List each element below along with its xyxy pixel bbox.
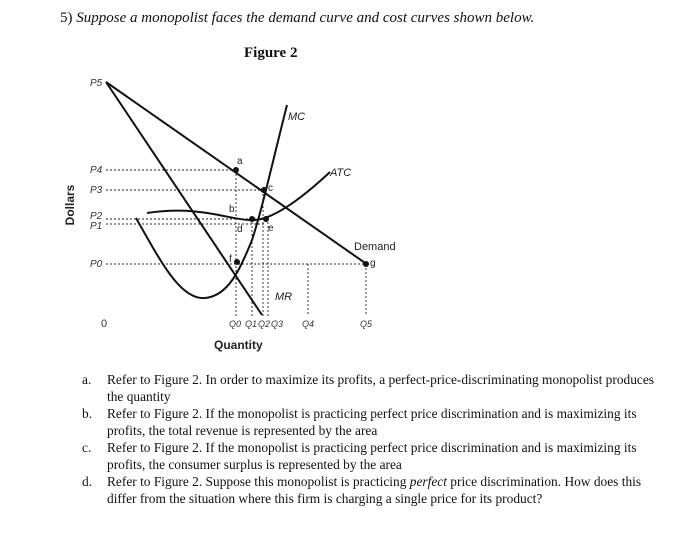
- atc-label: ATC: [330, 167, 352, 179]
- x-axis-title: Quantity: [214, 338, 263, 352]
- mc-label: MC: [288, 111, 306, 123]
- part-b: [82, 406, 662, 439]
- point-b-label: b: [229, 204, 235, 215]
- point-e-dot: [263, 216, 269, 222]
- part-text-after: price discrimination. How does this differ from the situation where this firm is charging a single price for its product?: [107, 474, 642, 506]
- point-g-label: g: [370, 258, 376, 269]
- curve-labels: [275, 111, 396, 303]
- point-c-label: c: [268, 183, 273, 194]
- curves: [106, 82, 368, 315]
- mc-curve: [136, 105, 287, 298]
- p2-label: P2: [90, 211, 103, 222]
- part-d: [82, 474, 662, 507]
- q4-label: Q4: [302, 319, 315, 329]
- p0-label: P0: [90, 259, 103, 270]
- p1-label: P1: [90, 221, 103, 232]
- part-letter: c.: [82, 440, 92, 455]
- origin-label: 0: [101, 318, 108, 330]
- mr-curve: [106, 82, 262, 315]
- atc-curve: [147, 172, 330, 220]
- q5-label: Q5: [360, 319, 373, 329]
- point-d-label: d: [237, 224, 243, 235]
- point-f-label: f: [229, 254, 232, 265]
- question-number: 5): [60, 10, 73, 26]
- part-letter: a.: [82, 372, 92, 387]
- part-text: Refer to Figure 2. If the monopolist is practicing perfect price discrimination and is maximizing its profits, the consumer surplus is represented by the area: [107, 440, 637, 472]
- part-letter: b.: [82, 406, 93, 421]
- part-a: [82, 372, 662, 405]
- question-parts: [82, 372, 662, 508]
- question-text: Suppose a monopolist faces the demand curve and cost curves shown below.: [76, 10, 535, 26]
- p3-label: P3: [90, 185, 103, 196]
- q1-label: Q1: [245, 319, 258, 329]
- figure-title: Figure 2: [244, 45, 298, 61]
- point-g-dot: [363, 261, 369, 267]
- part-c: [82, 440, 662, 473]
- part-text: Refer to Figure 2. In order to maximize its profits, a perfect-price-discriminating monopolist produces the quantity: [107, 372, 655, 404]
- q0-label: Q0: [229, 319, 242, 329]
- point-a-label: a: [237, 156, 243, 167]
- guide-lines: [106, 170, 366, 316]
- point-e-label: e: [268, 223, 274, 234]
- mr-label: MR: [275, 291, 293, 303]
- q3-label: Q3: [271, 319, 284, 329]
- point-a-dot: [233, 167, 239, 173]
- p4-label: P4: [90, 165, 103, 176]
- part-text: Refer to Figure 2. If the monopolist is practicing perfect price discrimination and is maximizing its profits, the total revenue is represented by the area: [107, 406, 637, 438]
- part-text-em: perfect: [409, 474, 447, 489]
- point-c-dot: [261, 187, 267, 193]
- q2-label: Q2: [258, 319, 271, 329]
- part-letter: d.: [82, 474, 93, 489]
- demand-label: Demand: [354, 241, 396, 253]
- point-f-dot: [234, 259, 240, 265]
- y-axis-title: Dollars: [63, 184, 77, 226]
- price-labels: [90, 78, 103, 270]
- quantity-labels: [101, 318, 373, 330]
- part-text-before: Refer to Figure 2. Suppose this monopolist is practicing: [107, 474, 410, 489]
- p5-label: P5: [90, 78, 103, 89]
- point-d-dot: [249, 216, 255, 222]
